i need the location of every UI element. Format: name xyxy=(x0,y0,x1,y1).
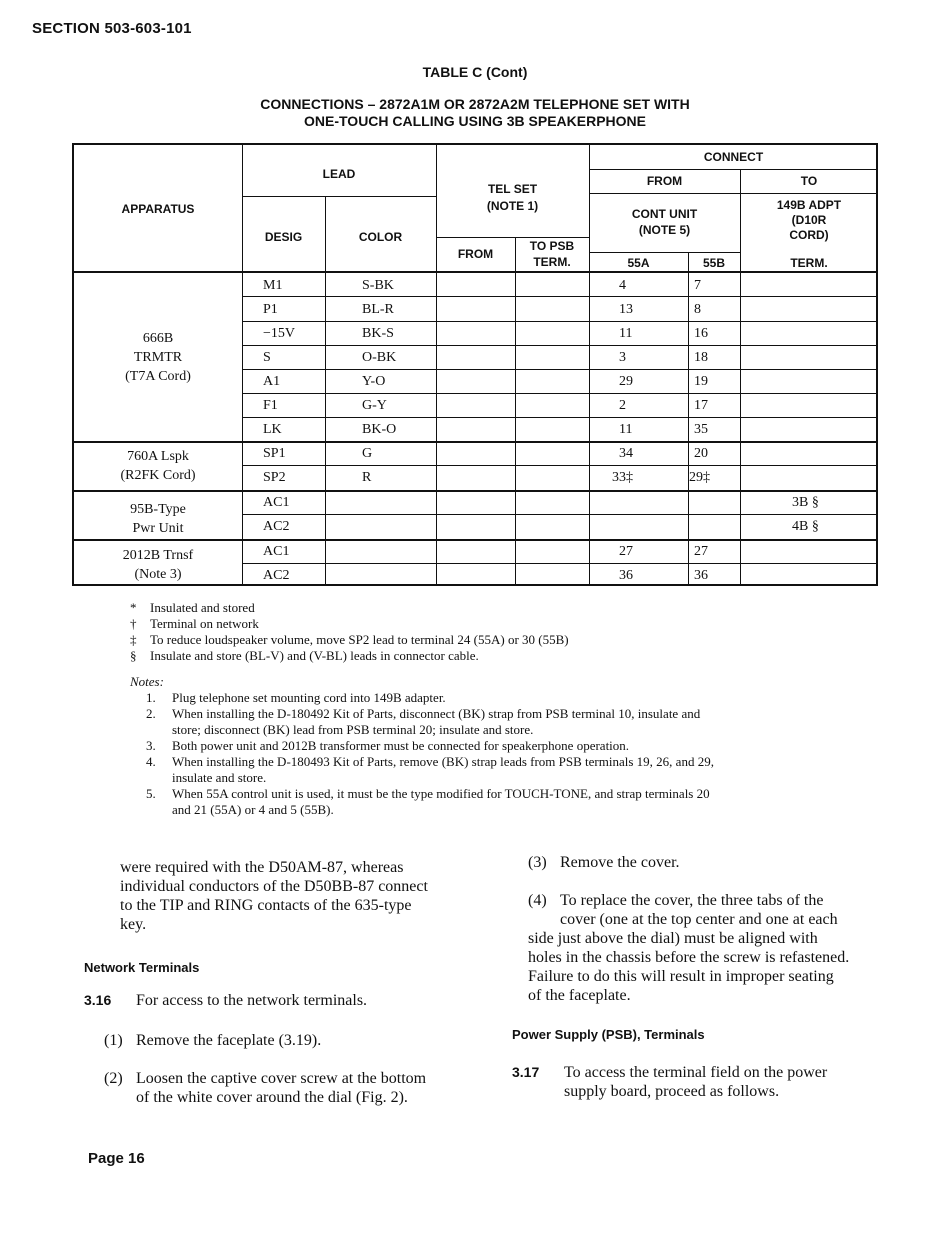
cell-55a: 34 xyxy=(619,446,633,461)
step-text: of the white cover around the dial (Fig. 2). xyxy=(136,1089,408,1106)
row-divider xyxy=(242,563,878,564)
step-text: Failure to do this will result in improper seating xyxy=(528,968,834,985)
header-adpt-term: TERM. xyxy=(790,256,828,270)
cell-55b: 18 xyxy=(694,350,708,365)
header-cont-unit: CONT UNIT xyxy=(631,207,698,221)
row-divider xyxy=(242,345,878,346)
header-lead: LEAD xyxy=(322,167,356,181)
cell-desig: AC2 xyxy=(263,568,290,583)
header-connect-to: TO xyxy=(800,174,818,188)
text-line: were required with the D50AM-87, whereas xyxy=(120,859,404,876)
step-text: Remove the faceplate (3.19). xyxy=(136,1032,322,1049)
row-divider xyxy=(242,417,878,418)
cell-55b: 16 xyxy=(694,326,708,341)
apparatus-2012b xyxy=(74,546,242,584)
cell-desig: P1 xyxy=(263,302,278,317)
header-connect: CONNECT xyxy=(703,150,764,164)
header-to-psb-term: TERM. xyxy=(533,255,571,269)
para-text: supply board, proceed as follows. xyxy=(564,1083,780,1100)
cell-desig: A1 xyxy=(263,374,281,389)
cell-color: O-BK xyxy=(362,350,397,365)
cell-55b: 8 xyxy=(694,302,701,317)
header-tel-from: FROM xyxy=(457,247,494,261)
cell-55a: 36 xyxy=(619,568,633,583)
header-color: COLOR xyxy=(358,230,403,244)
cell-desig: AC2 xyxy=(263,519,290,534)
step-text: holes in the chassis before the screw is refastened. xyxy=(528,949,850,966)
header-cord: CORD) xyxy=(789,228,829,242)
header-55a: 55A xyxy=(627,256,650,270)
para-text: To access the terminal field on the power xyxy=(564,1064,828,1081)
cell-55b: 20 xyxy=(694,446,708,461)
header-tel-set: TEL SET xyxy=(487,182,538,196)
row-divider xyxy=(242,369,878,370)
section-number: SECTION 503-603-101 xyxy=(32,20,192,37)
cell-color: BK-O xyxy=(362,422,397,437)
step-number: (2) xyxy=(104,1070,123,1087)
header-149b-adpt: 149B ADPT xyxy=(776,198,842,212)
cell-color: R xyxy=(362,470,372,485)
apparatus-line: 760A Lspk xyxy=(127,449,189,464)
row-divider xyxy=(242,321,878,322)
row-divider xyxy=(242,465,878,466)
cell-55a: 11 xyxy=(619,422,633,437)
footnote: * Insulated and stored xyxy=(130,600,255,615)
apparatus-line: TRMTR xyxy=(133,350,183,365)
row-divider xyxy=(589,252,740,253)
apparatus-95b xyxy=(74,500,242,538)
left-paragraph xyxy=(120,858,428,934)
col-divider xyxy=(242,145,243,586)
cell-55b: 7 xyxy=(694,278,701,293)
cell-55b: 27 xyxy=(694,544,708,559)
cell-adpt: 4B § xyxy=(792,519,819,534)
apparatus-line: 2012B Trnsf xyxy=(122,548,194,563)
header-to-psb: TO PSB xyxy=(529,239,575,253)
col-divider xyxy=(325,196,326,586)
step-text: side just above the dial) must be aligned with xyxy=(528,930,818,947)
header-connect-from: FROM xyxy=(646,174,683,188)
row-divider xyxy=(436,237,589,238)
header-55b: 55B xyxy=(702,256,725,270)
col-divider xyxy=(515,237,516,586)
text-line: to the TIP and RING contacts of the 635-type xyxy=(120,897,412,914)
header-d10r: (D10R xyxy=(791,213,827,227)
cell-55a: 2 xyxy=(619,398,626,413)
step-text: cover (one at the top center and one at each xyxy=(560,911,838,928)
connections-table xyxy=(72,143,878,586)
header-tel-set-note: (NOTE 1) xyxy=(486,199,539,213)
cell-color: BL-R xyxy=(362,302,394,317)
apparatus-666b xyxy=(74,329,242,386)
row-divider xyxy=(589,193,878,194)
cell-desig: −15V xyxy=(263,326,296,341)
para-number: 3.16 xyxy=(84,992,112,1008)
cell-desig: SP1 xyxy=(263,446,286,461)
apparatus-line: (R2FK Cord) xyxy=(120,468,196,483)
step-4 xyxy=(528,891,850,1004)
heading-network-terminals: Network Terminals xyxy=(84,960,200,975)
step-text: Remove the cover. xyxy=(560,854,680,871)
step-3 xyxy=(528,853,680,872)
table-caption-line2: ONE-TOUCH CALLING USING 3B SPEAKERPHONE xyxy=(304,113,646,129)
cell-desig: AC1 xyxy=(263,544,290,559)
col-divider xyxy=(688,252,689,586)
cell-desig: F1 xyxy=(263,398,278,413)
cell-color: Y-O xyxy=(362,374,386,389)
step-number: (3) xyxy=(528,854,547,871)
cell-55a: 29 xyxy=(619,374,633,389)
header-apparatus: APPARATUS xyxy=(121,202,195,216)
row-divider xyxy=(242,393,878,394)
step-2 xyxy=(104,1069,427,1106)
notes-label: Notes: xyxy=(130,674,164,689)
group-divider xyxy=(74,539,878,541)
heading-power-supply-terminals: Power Supply (PSB), Terminals xyxy=(512,1027,705,1042)
apparatus-line: 95B-Type xyxy=(130,502,186,517)
cell-55b: 36 xyxy=(694,568,708,583)
cell-desig: AC1 xyxy=(263,495,290,510)
cell-55b: 19 xyxy=(694,374,708,389)
footnote: † Terminal on network xyxy=(130,616,259,631)
apparatus-760a xyxy=(74,447,242,485)
footnote: § Insulate and store (BL-V) and (V-BL) leads in connector cable. xyxy=(130,648,479,663)
cell-color: BK-S xyxy=(362,326,394,341)
table-title: TABLE C (Cont) xyxy=(422,64,528,80)
header-bottom-rule xyxy=(74,271,878,273)
cell-desig: S xyxy=(263,350,271,365)
cell-adpt: 3B § xyxy=(792,495,819,510)
text-line: individual conductors of the D50BB-87 connect xyxy=(120,878,428,895)
header-cont-unit-note: (NOTE 5) xyxy=(638,223,691,237)
cell-55a: 13 xyxy=(619,302,633,317)
text-line: key. xyxy=(120,916,147,933)
cell-55a: 11 xyxy=(619,326,633,341)
cell-desig: LK xyxy=(263,422,282,437)
para-text: For access to the network terminals. xyxy=(136,992,368,1009)
row-divider xyxy=(242,296,878,297)
step-text: To replace the cover, the three tabs of the xyxy=(560,892,824,909)
para-3-17 xyxy=(512,1063,828,1100)
cell-55a: 27 xyxy=(619,544,633,559)
step-number: (4) xyxy=(528,892,547,909)
cell-55b: 29‡ xyxy=(689,470,710,485)
row-divider xyxy=(242,196,436,197)
step-number: (1) xyxy=(104,1032,123,1049)
para-number: 3.17 xyxy=(512,1064,540,1080)
step-text: Loosen the captive cover screw at the bottom xyxy=(136,1070,427,1087)
footnote: ‡ To reduce loudspeaker volume, move SP2 lead to terminal 24 (55A) or 30 (55B) xyxy=(130,632,569,647)
cell-color: G-Y xyxy=(362,398,387,413)
row-divider xyxy=(589,169,878,170)
cell-desig: M1 xyxy=(263,278,283,293)
cell-55b: 17 xyxy=(694,398,708,413)
apparatus-line: Pwr Unit xyxy=(132,521,184,536)
row-divider xyxy=(242,514,878,515)
group-divider xyxy=(74,490,878,492)
group-divider xyxy=(74,441,878,443)
page-number: Page 16 xyxy=(88,1150,145,1167)
para-3-16 xyxy=(84,991,368,1010)
apparatus-line: (Note 3) xyxy=(134,567,182,582)
header-desig: DESIG xyxy=(264,230,303,244)
cell-55b: 35 xyxy=(694,422,708,437)
apparatus-line: 666B xyxy=(142,331,174,346)
apparatus-line: (T7A Cord) xyxy=(125,369,191,384)
cell-color: G xyxy=(362,446,373,461)
step-1 xyxy=(104,1031,322,1050)
cell-55a: 4 xyxy=(619,278,626,293)
cell-55a: 3 xyxy=(619,350,626,365)
table-caption-line1: CONNECTIONS – 2872A1M OR 2872A2M TELEPHONE SET WITH xyxy=(260,96,690,112)
cell-55a: 33‡ xyxy=(612,470,633,485)
cell-desig: SP2 xyxy=(263,470,286,485)
step-text: of the faceplate. xyxy=(528,987,631,1004)
cell-color: S-BK xyxy=(362,278,394,293)
